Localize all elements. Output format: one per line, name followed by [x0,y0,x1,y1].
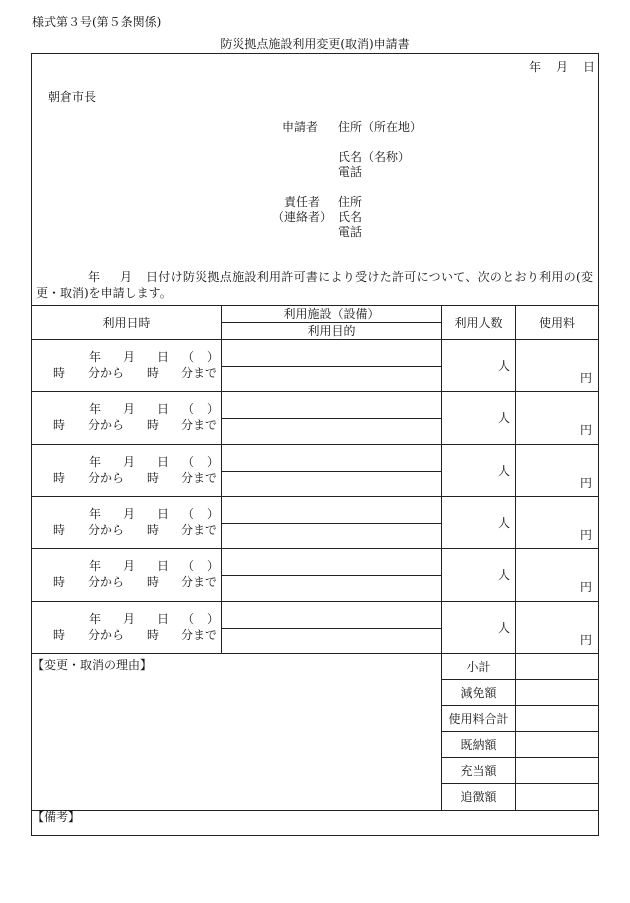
weekday-open-paren: （ [182,455,195,469]
end-hour-label: 時 [147,628,160,642]
change-reason-cell [32,654,442,811]
applied-amount-label-cell [442,758,516,784]
weekday-open-paren: （ [182,559,195,573]
weekday-open-paren: （ [182,507,195,521]
header-facility-cell [222,306,442,323]
start-hour-label: 時 [53,575,66,589]
paid-amount-label-cell [442,732,516,758]
facility-cell [222,549,442,576]
form-title: 防災拠点施設利用変更(取消)申請書 [220,37,410,51]
start-minute-label: 分から [88,418,125,432]
start-hour-label: 時 [53,366,66,380]
start-minute-label: 分から [88,575,125,589]
header-facility-label: 利用施設（設備） [283,307,380,321]
fee-unit-label: 円 [579,580,592,594]
contact-role-label: 責任者 [284,195,321,209]
remarks-label: 【備考】 [32,810,81,824]
addressee: 朝倉市長 [48,90,97,104]
year-label: 年 [89,455,102,469]
weekday-close-paren: ） [207,612,220,626]
header-people-cell [442,306,516,340]
end-hour-label: 時 [147,471,160,485]
header-people-label: 利用人数 [454,315,503,330]
people-count-cell [442,497,516,549]
usage-datetime-cell [32,392,222,445]
usage-fee-cell [516,445,598,497]
statement-month-label: 月 [120,270,133,284]
weekday-close-paren: ） [207,559,220,573]
applied-amount-value-cell [516,758,598,784]
applicant-address-label: 住所（所在地） [338,120,423,134]
month-label: 月 [123,507,136,521]
purpose-cell [222,629,442,654]
applicant-phone-label: 電話 [338,165,363,179]
fee-unit-label: 円 [579,633,592,647]
start-hour-label: 時 [53,418,66,432]
month-label: 月 [123,559,136,573]
usage-fee-cell [516,497,598,549]
remarks-cell [32,811,598,835]
day-label: 日 [157,402,170,416]
end-hour-label: 時 [147,523,160,537]
start-minute-label: 分から [88,523,125,537]
subtotal-value-cell [516,654,598,680]
usage-datetime-cell [32,602,222,654]
day-label: 日 [157,559,170,573]
total-fee-label-cell [442,706,516,732]
year-label: 年 [89,559,102,573]
fee-unit-label: 円 [579,371,592,385]
people-count-cell [442,392,516,445]
end-hour-label: 時 [147,575,160,589]
day-label: 日 [157,455,170,469]
reduction-label-cell [442,680,516,706]
fee-unit-label: 円 [579,528,592,542]
people-count-cell [442,340,516,392]
weekday-open-paren: （ [182,612,195,626]
year-label: 年 [89,350,102,364]
facility-cell [222,445,442,472]
month-label: 月 [123,402,136,416]
paid-amount-label: 既納額 [460,737,497,752]
purpose-cell [222,576,442,602]
contact-address-label: 住所 [338,195,363,209]
people-unit-label: 人 [497,516,510,530]
contact-name-label: 氏名 [338,210,363,224]
weekday-close-paren: ） [207,402,220,416]
weekday-open-paren: （ [182,402,195,416]
statement-line-2: 更・取消)を申請します。 [36,286,172,300]
applicant-name-label: 氏名（名称） [338,150,411,164]
start-minute-label: 分から [88,471,125,485]
end-hour-label: 時 [147,366,160,380]
year-label: 年 [89,402,102,416]
people-unit-label: 人 [497,411,510,425]
applicant-section [32,54,598,306]
form-number: 様式第３号(第５条関係) [32,15,162,29]
usage-datetime-cell [32,340,222,392]
people-unit-label: 人 [497,568,510,582]
end-minute-label: 分まで [181,366,218,380]
usage-fee-cell [516,549,598,602]
end-hour-label: 時 [147,418,160,432]
usage-fee-cell [516,340,598,392]
contact-role-sublabel: （連絡者） [272,210,333,224]
start-hour-label: 時 [53,523,66,537]
subtotal-label: 小計 [466,659,491,674]
purpose-cell [222,524,442,549]
header-purpose-label: 利用目的 [307,324,356,338]
day-label: 日 [157,612,170,626]
people-count-cell [442,602,516,654]
submission-date-line: 年 月 日 [529,60,597,74]
end-minute-label: 分まで [181,471,218,485]
people-count-cell [442,549,516,602]
weekday-close-paren: ） [207,350,220,364]
reduction-value-cell [516,680,598,706]
additional-charge-value-cell [516,784,598,811]
start-hour-label: 時 [53,471,66,485]
paid-amount-value-cell [516,732,598,758]
facility-cell [222,392,442,419]
additional-charge-label-cell [442,784,516,811]
facility-cell [222,602,442,629]
fee-unit-label: 円 [579,423,592,437]
end-minute-label: 分まで [181,523,218,537]
month-label: 月 [123,350,136,364]
start-minute-label: 分から [88,628,125,642]
header-fee-label: 使用料 [538,315,575,330]
people-unit-label: 人 [497,464,510,478]
end-minute-label: 分まで [181,418,218,432]
additional-charge-label: 追徴額 [460,790,497,804]
people-unit-label: 人 [497,621,510,635]
subtotal-label-cell [442,654,516,680]
weekday-close-paren: ） [207,507,220,521]
facility-cell [222,340,442,367]
usage-fee-cell [516,392,598,445]
weekday-open-paren: （ [182,350,195,364]
header-purpose-cell [222,323,442,340]
header-datetime-label: 利用日時 [102,315,151,330]
month-label: 月 [123,612,136,626]
applied-amount-label: 充当額 [460,763,497,778]
applicant-role-label: 申請者 [282,120,319,134]
header-fee-cell [516,306,598,340]
month-label: 月 [123,455,136,469]
end-minute-label: 分まで [181,575,218,589]
purpose-cell [222,367,442,392]
usage-fee-cell [516,602,598,654]
usage-datetime-cell [32,445,222,497]
statement-line-1: 日付け防災拠点施設利用許可書により受けた許可について、次のとおり利用の(変 [146,270,594,284]
change-reason-label: 【変更・取消の理由】 [32,658,153,672]
fee-unit-label: 円 [579,476,592,490]
weekday-close-paren: ） [207,455,220,469]
year-label: 年 [89,612,102,626]
usage-datetime-cell [32,549,222,602]
start-hour-label: 時 [53,628,66,642]
total-fee-label: 使用料合計 [448,711,509,726]
people-count-cell [442,445,516,497]
purpose-cell [222,419,442,445]
start-minute-label: 分から [88,366,125,380]
day-label: 日 [157,507,170,521]
usage-datetime-cell [32,497,222,549]
day-label: 日 [157,350,170,364]
reduction-label: 減免額 [460,685,497,700]
contact-phone-label: 電話 [338,225,363,239]
purpose-cell [222,472,442,497]
year-label: 年 [89,507,102,521]
statement-year-label: 年 [88,270,101,284]
facility-cell [222,497,442,524]
total-fee-value-cell [516,706,598,732]
header-datetime-cell [32,306,222,340]
end-minute-label: 分まで [181,628,218,642]
people-unit-label: 人 [497,359,510,373]
